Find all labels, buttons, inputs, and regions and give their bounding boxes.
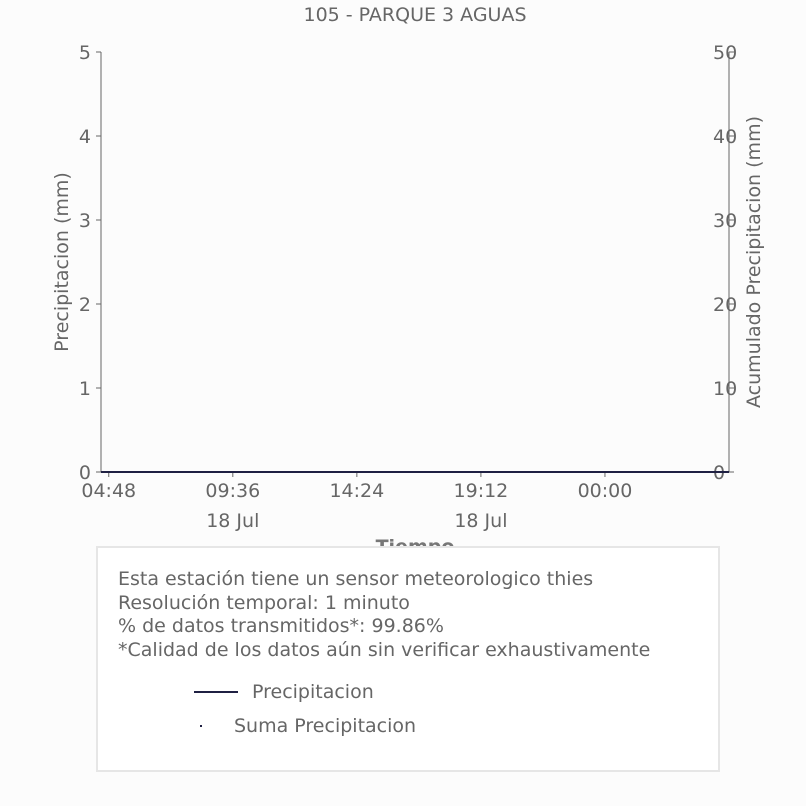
y-right-tick-label: 30 (713, 210, 738, 232)
x-tick-label: 19:12 (453, 480, 509, 502)
y-tick-label: 5 (78, 42, 91, 64)
station-info (118, 568, 650, 662)
y-axis-label: Precipitacion (mm) (51, 172, 73, 352)
y-right-tick-label: 0 (713, 462, 726, 484)
y-right-tick-label: 50 (713, 42, 738, 64)
x-tick-date-label: 18 Jul (206, 510, 260, 532)
info-quality-note: *Calidad de los datos aún sin verificar exhaustivamente (118, 638, 651, 661)
chart-title: 105 - PARQUE 3 AGUAS (303, 4, 527, 26)
legend-label-suma: Suma Precipitacion (234, 715, 417, 737)
y-tick-label: 4 (78, 126, 91, 148)
x-tick-label: 04:48 (81, 480, 137, 502)
legend-item-precipitacion (194, 680, 374, 704)
chart-marks (79, 42, 737, 532)
y-tick-label: 0 (78, 462, 91, 484)
x-tick-label: 00:00 (577, 480, 633, 502)
info-transmitted: % de datos transmitidos*: 99.86% (118, 615, 444, 637)
legend-label-precipitacion: Precipitacion (252, 681, 374, 703)
y-right-tick-label: 20 (713, 294, 738, 316)
legend-dot-swatch (200, 725, 202, 727)
info-sensor: Esta estación tiene un sensor meteorologico thies (118, 568, 594, 590)
y-tick-label: 1 (78, 378, 91, 400)
y-tick-label: 3 (78, 210, 91, 232)
info-panel (96, 546, 720, 772)
y-right-tick-label: 40 (713, 126, 738, 148)
x-tick-label: 09:36 (205, 480, 261, 502)
legend-item-suma-precipitacion (194, 714, 416, 738)
info-resolution: Resolución temporal: 1 minuto (118, 591, 410, 614)
y-right-tick-label: 10 (713, 378, 738, 400)
legend-line-swatch (194, 691, 238, 694)
y-tick-label: 2 (78, 294, 91, 316)
x-tick-date-label: 18 Jul (454, 510, 508, 532)
x-tick-label: 14:24 (329, 480, 385, 502)
y-axis-right-label: Acumulado Precipitacion (mm) (743, 116, 765, 408)
